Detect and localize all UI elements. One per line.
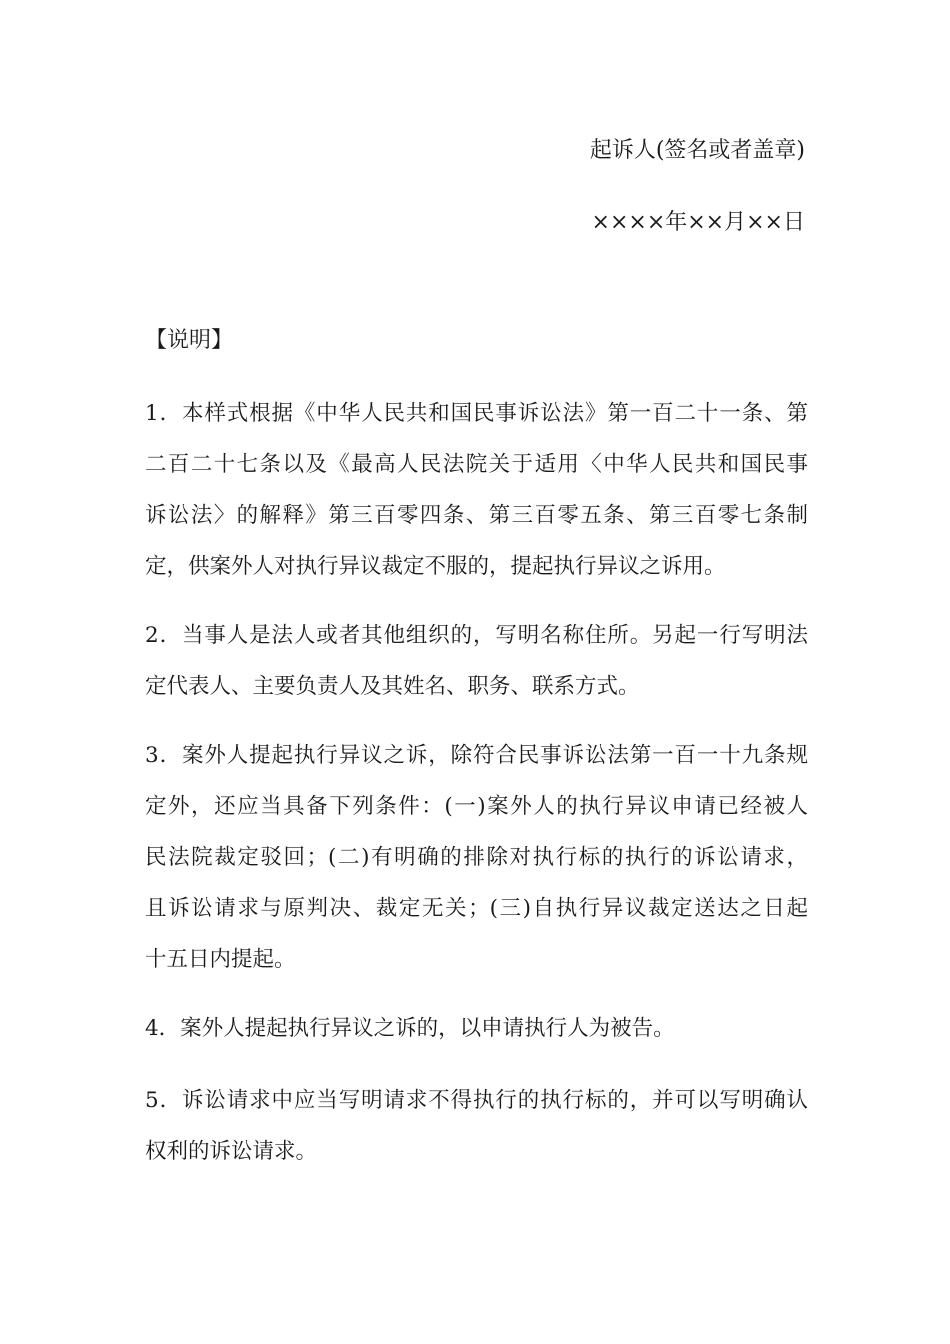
note-item-2 (145, 620, 808, 722)
note-item-1 (145, 398, 808, 602)
note-item-4 (145, 1013, 808, 1064)
note-4-line-1: 4．案外人提起执行异议之诉的，以申请执行人为被告。 (145, 1016, 675, 1041)
note-3-line-3: 民法院裁定驳回；(二)有明确的排除对执行标的执行的诉讼请求， (145, 845, 808, 870)
note-5-line-2: 权利的诉讼请求。 (145, 1139, 318, 1164)
date-line: ××××年××月××日 (591, 210, 805, 235)
note-3-line-5: 十五日内提起。 (145, 947, 296, 972)
notes-heading: 【说明】 (145, 328, 234, 353)
note-1-line-2: 二百二十七条以及《最高人民法院关于适用〈中华人民共和国民事 (145, 452, 808, 477)
signer-line: 起诉人(签名或者盖章) (589, 138, 805, 163)
note-2-line-1: 2．当事人是法人或者其他组织的，写明名称住所。另起一行写明法 (145, 623, 808, 648)
note-5-line-1: 5．诉讼请求中应当写明请求不得执行的执行标的，并可以写明确认 (145, 1088, 808, 1113)
note-item-3 (145, 740, 808, 995)
note-3-line-4: 且诉讼请求与原判决、裁定无关；(三)自执行异议裁定送达之日起 (145, 896, 808, 921)
note-2-line-2: 定代表人、主要负责人及其姓名、职务、联系方式。 (145, 674, 640, 699)
note-3-line-1: 3．案外人提起执行异议之诉，除符合民事诉讼法第一百一十九条规 (145, 743, 808, 768)
note-1-line-4: 定，供案外人对执行异议裁定不服的，提起执行异议之诉用。 (145, 554, 726, 579)
note-3-line-2: 定外，还应当具备下列条件：(一)案外人的执行异议申请已经被人 (145, 794, 808, 819)
note-item-5 (145, 1085, 808, 1187)
note-1-line-1: 1．本样式根据《中华人民共和国民事诉讼法》第一百二十一条、第 (145, 401, 808, 426)
note-1-line-3: 诉讼法〉的解释》第三百零四条、第三百零五条、第三百零七条制 (145, 503, 808, 528)
